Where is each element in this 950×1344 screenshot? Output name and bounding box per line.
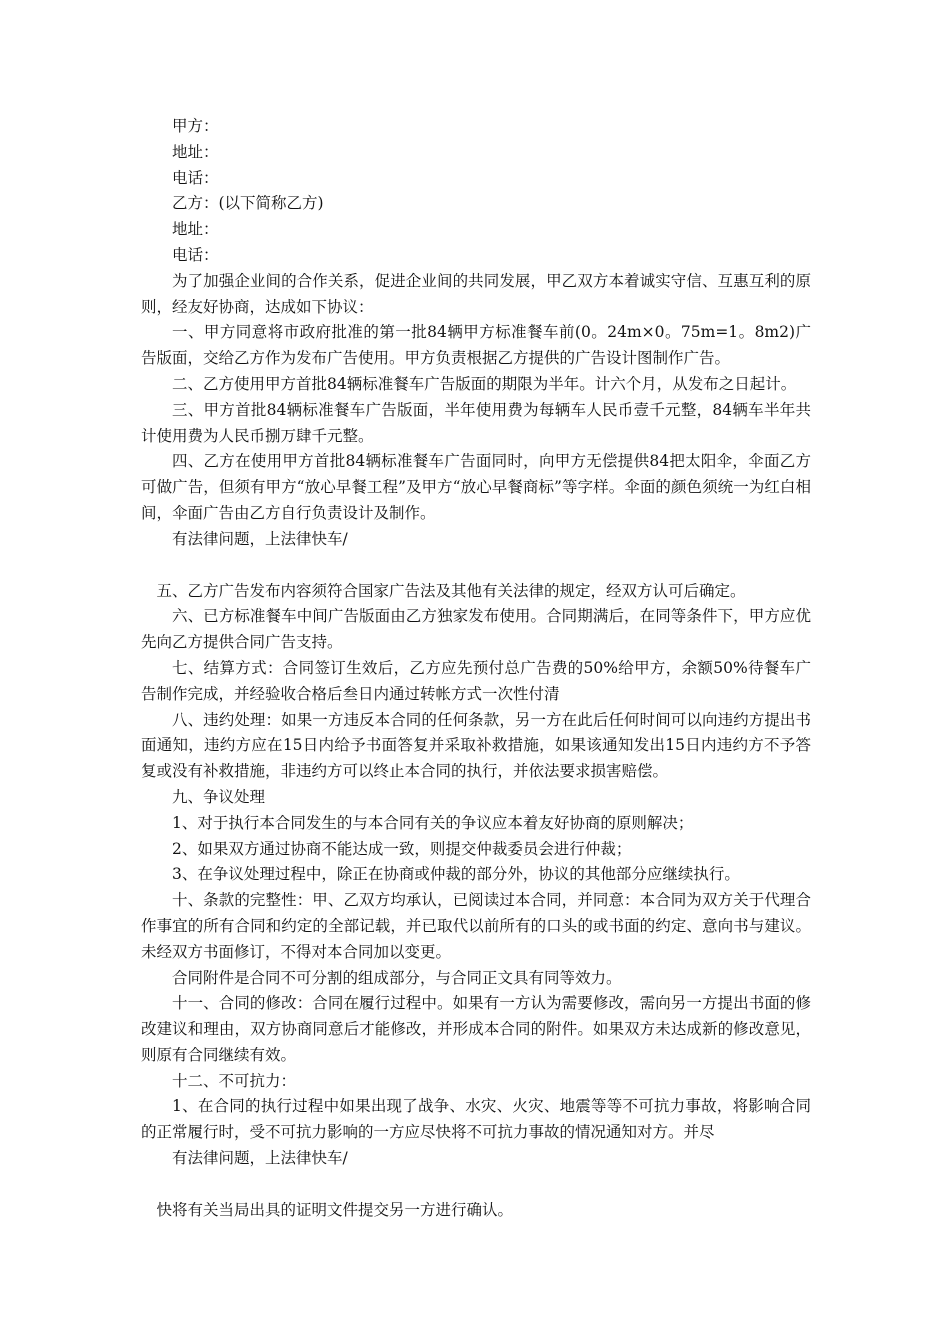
party-a-address-label: 地址： xyxy=(172,142,219,161)
clause-2: 二、乙方使用甲方首批84辆标准餐车广告版面的期限为半年。计六个月，从发布之日起计。 xyxy=(172,374,797,393)
clause-10: 十、条款的完整性：甲、乙双方均承认，已阅读过本合同，并同意：本合同为双方关于代理合作事宜的所有合同和约定的全部记载，并已取代以前所有的口头的或书面的约定、意向书与建议。未经双方书面修订，不得对本合同加以变更。 xyxy=(141,891,811,961)
clause-9-heading: 九、争议处理 xyxy=(172,787,266,806)
page-break-gap xyxy=(141,553,811,579)
party-a-phone-label: 电话： xyxy=(172,168,219,187)
party-b-phone-label: 电话： xyxy=(172,245,219,264)
clause-9-item-2: 2、如果双方通过协商不能达成一致，则提交仲裁委员会进行仲裁； xyxy=(172,839,632,858)
page-break-gap xyxy=(141,1172,811,1198)
closing-line: 快将有关当局出具的证明文件提交另一方进行确认。 xyxy=(156,1200,514,1219)
party-b-address-label: 地址： xyxy=(172,220,219,239)
clause-6: 六、已方标准餐车中间广告版面由乙方独家发布使用。合同期满后，在同等条件下，甲方应优先向乙方提供合同广告支持。 xyxy=(141,607,811,652)
clause-1: 一、甲方同意将市政府批准的第一批84辆甲方标准餐车前(0。24m×0。75m=1。8m2)广告版面，交给乙方作为发布广告使用。甲方负责根据乙方提供的广告设计图制作广告。 xyxy=(141,323,811,368)
clause-12-heading: 十二、不可抗力： xyxy=(172,1071,297,1090)
party-a-label: 甲方： xyxy=(172,117,219,135)
footer-note-2: 有法律问题，上法律快车/ xyxy=(172,1149,348,1168)
clause-3: 三、甲方首批84辆标准餐车广告版面，半年使用费为每辆车人民币壹千元整，84辆车半年共计使用费为人民币捌万肆千元整。 xyxy=(141,400,811,445)
clause-4: 四、乙方在使用甲方首批84辆标准餐车广告面同时，向甲方无偿提供84把太阳伞，伞面乙方可做广告，但须有甲方“放心早餐工程”及甲方“放心早餐商标”等字样。伞面的颜色须统一为红白相间，伞面广告由乙方自行负责设计及制作。 xyxy=(141,452,811,522)
party-b-label: 乙方：(以下简称乙方) xyxy=(172,194,324,213)
preamble-paragraph: 为了加强企业间的合作关系，促进企业间的共同发展，甲乙双方本着诚实守信、互惠互利的原则，经友好协商，达成如下协议： xyxy=(141,271,811,316)
contract-body xyxy=(141,114,811,1224)
clause-11: 十一、合同的修改：合同在履行过程中。如果有一方认为需要修改，需向另一方提出书面的修改建议和理由，双方协商同意后才能修改，并形成本合同的附件。如果双方未达成新的修改意见，则原有合同继续有效。 xyxy=(141,994,811,1064)
clause-5: 五、乙方广告发布内容须符合国家广告法及其他有关法律的规定，经双方认可后确定。 xyxy=(156,581,746,600)
clause-12-item-1: 1、在合同的执行过程中如果出现了战争、水灾、火灾、地震等等不可抗力事故，将影响合同的正常履行时，受不可抗力影响的一方应尽快将不可抗力事故的情况通知对方。并尽 xyxy=(141,1097,811,1142)
attachment-note: 合同附件是合同不可分割的组成部分，与合同正文具有同等效力。 xyxy=(172,968,622,987)
clause-7: 七、结算方式：合同签订生效后，乙方应先预付总广告费的50%给甲方，余额50%待餐车广告制作完成，并经验收合格后叁日内通过转帐方式一次性付清 xyxy=(141,658,811,703)
clause-9-item-3: 3、在争议处理过程中，除正在协商或仲裁的部分外，协议的其他部分应继续执行。 xyxy=(172,865,740,884)
footer-note-1: 有法律问题，上法律快车/ xyxy=(172,529,348,548)
clause-9-item-1: 1、对于执行本合同发生的与本合同有关的争议应本着友好协商的原则解决； xyxy=(172,813,694,832)
clause-8: 八、违约处理：如果一方违反本合同的任何条款，另一方在此后任何时间可以向违约方提出书面通知，违约方应在15日内给予书面答复并采取补救措施，如果该通知发出15日内违约方不予答复或没有补救措施，非违约方可以终止本合同的执行，并依法要求损害赔偿。 xyxy=(141,710,811,781)
